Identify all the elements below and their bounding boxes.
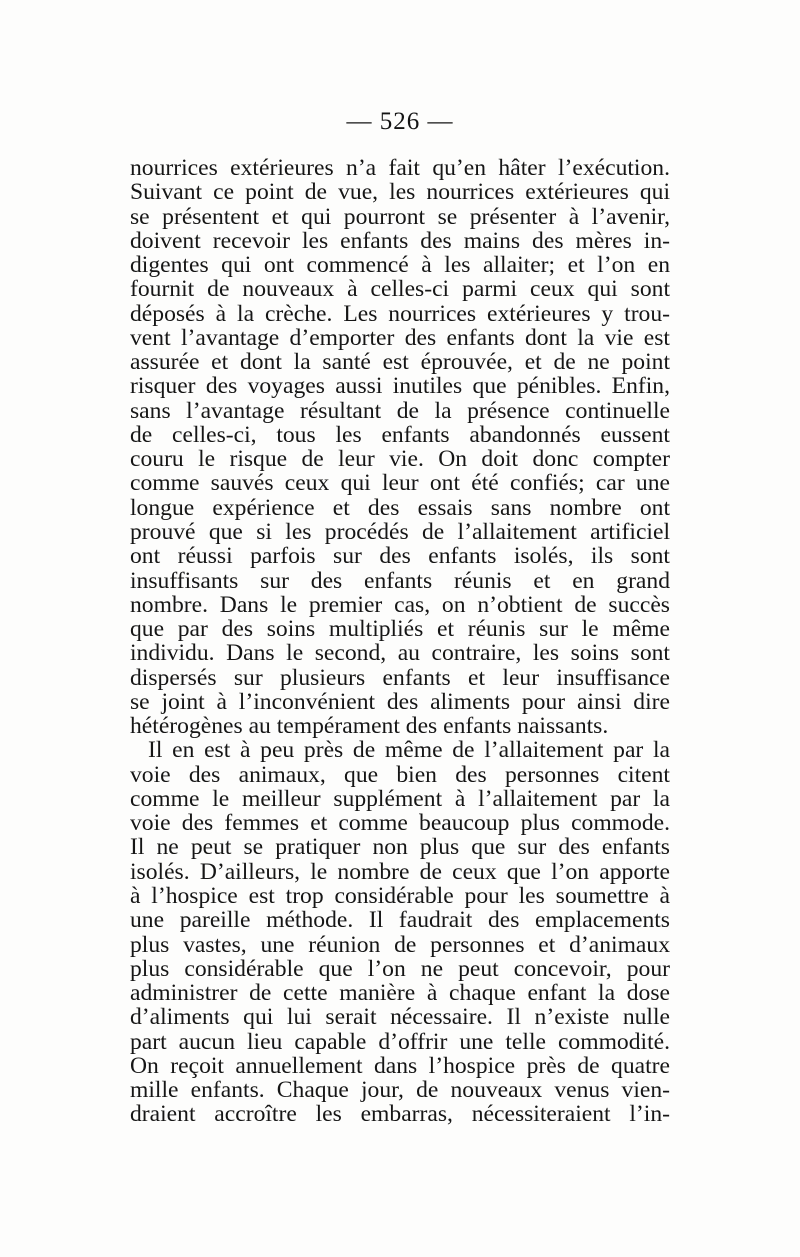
text-line: assurée et dont la santé est éprouvée, et de ne point xyxy=(130,349,670,376)
text-line: insuffisants sur des enfants réunis et en grand xyxy=(130,567,670,594)
text-line: couru le risque de leur vie. On doit donc compter xyxy=(130,446,670,473)
text-line: individu. Dans le second, au contraire, les soins sont xyxy=(130,640,670,667)
body-text xyxy=(130,156,670,1127)
text-line: se joint à l’inconvénient des aliments pour ainsi dire xyxy=(130,688,670,715)
text-line: On reçoit annuellement dans l’hospice près de quatre xyxy=(130,1052,670,1079)
text-line: nombre. Dans le premier cas, on n’obtient de succès xyxy=(130,591,670,618)
text-line: se présentent et qui pourront se présenter à l’avenir, xyxy=(130,203,670,230)
text-line: à l’hospice est trop considérable pour les soumettre à xyxy=(130,882,670,909)
text-line: ont réussi parfois sur des enfants isolés, ils sont xyxy=(130,543,670,570)
text-line: longue expérience et des essais sans nombre ont xyxy=(130,494,670,521)
text-line: une pareille méthode. Il faudrait des emplacements xyxy=(130,907,670,934)
text-line: plus considérable que l’on ne peut concevoir, pour xyxy=(130,955,670,982)
text-line: Il ne peut se pratiquer non plus que sur des enfants xyxy=(130,834,670,861)
text-line: administrer de cette manière à chaque enfant la dose xyxy=(130,980,670,1007)
text-line: hétérogènes au tempérament des enfants naissants. xyxy=(130,713,609,740)
text-line: draient accroître les embarras, nécessiteraient l’in- xyxy=(130,1101,670,1128)
text-line: fournit de nouveaux à celles-ci parmi ceux qui sont xyxy=(130,276,670,303)
text-line: Suivant ce point de vue, les nourrices extérieures qui xyxy=(130,179,670,206)
text-line: plus vastes, une réunion de personnes et d’animaux xyxy=(130,931,670,958)
text-line: digentes qui ont commencé à les allaiter; et l’on en xyxy=(130,252,670,279)
text-line: Il en est à peu près de même de l’allaitement par la xyxy=(148,737,670,764)
text-line: voie des femmes et comme beaucoup plus commode. xyxy=(130,810,670,837)
text-line: sans l’avantage résultant de la présence continuelle xyxy=(130,397,670,424)
text-line: de celles-ci, tous les enfants abandonnés eussent xyxy=(130,421,670,448)
text-line: doivent recevoir les enfants des mains des mères in- xyxy=(130,227,670,254)
text-line: d’aliments qui lui serait nécessaire. Il n’existe nulle xyxy=(130,1004,670,1031)
page-number: — 526 — xyxy=(346,108,454,135)
text-line: déposés à la crèche. Les nourrices extérieures y trou- xyxy=(130,300,670,327)
text-line: dispersés sur plusieurs enfants et leur insuffisance xyxy=(130,664,670,691)
text-line: que par des soins multipliés et réunis sur le même xyxy=(130,616,670,643)
text-line: mille enfants. Chaque jour, de nouveaux venus vien- xyxy=(130,1077,670,1104)
text-line: prouvé que si les procédés de l’allaitement artificiel xyxy=(130,518,670,545)
text-line: isolés. D’ailleurs, le nombre de ceux que l’on apporte xyxy=(130,858,670,885)
text-line: voie des animaux, que bien des personnes citent xyxy=(130,761,670,788)
text-line: risquer des voyages aussi inutiles que pénibles. Enfin, xyxy=(130,373,670,400)
text-line: vent l’avantage d’emporter des enfants dont la vie est xyxy=(130,324,670,351)
text-line: comme sauvés ceux qui leur ont été confiés; car une xyxy=(130,470,670,497)
text-line: nourrices extérieures n’a fait qu’en hâter l’exécution. xyxy=(130,155,670,181)
text-line: part aucun lieu capable d’offrir une telle commodité. xyxy=(130,1028,670,1055)
text-line: comme le meilleur supplément à l’allaitement par la xyxy=(130,785,670,812)
